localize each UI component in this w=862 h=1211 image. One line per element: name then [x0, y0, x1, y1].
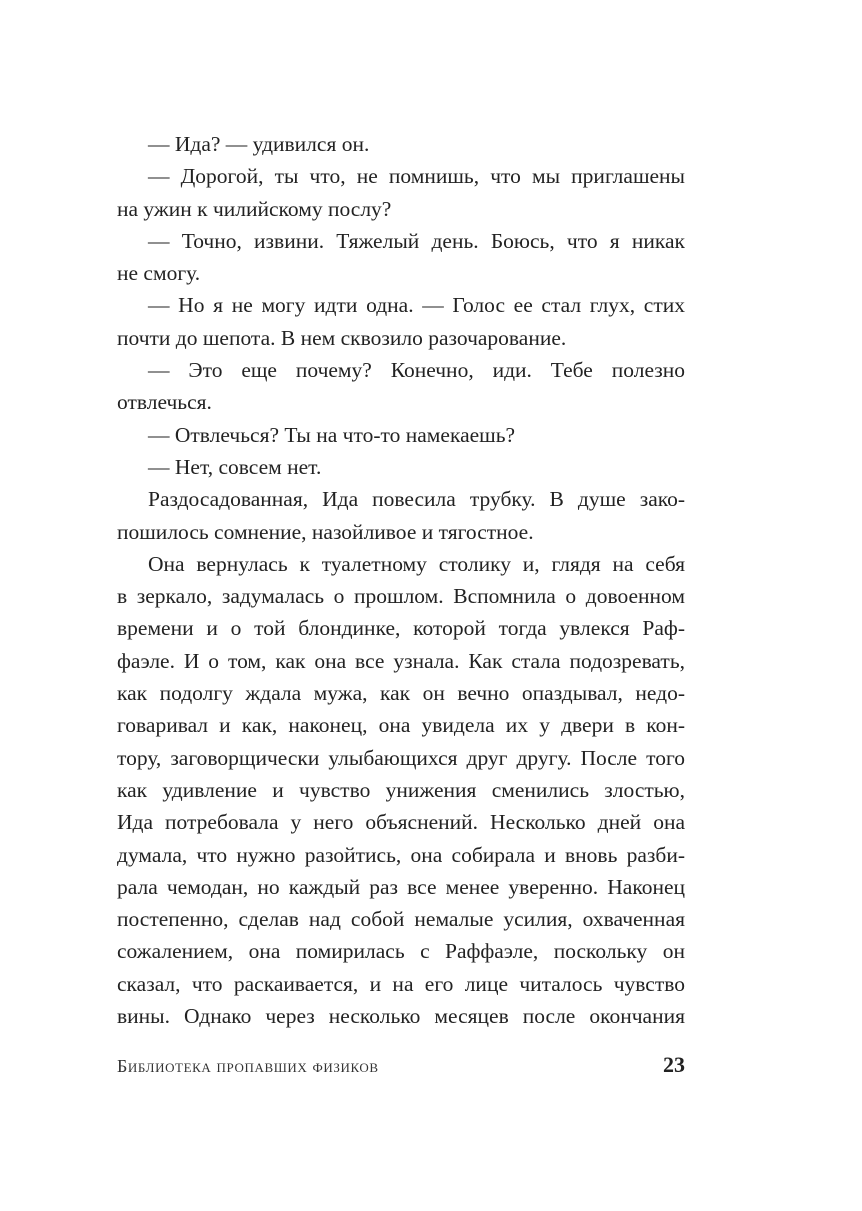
- text-line: почти до шепота. В нем сквозило разочарование.: [117, 325, 567, 350]
- text-line: — Дорогой, ты что, не помнишь, что мы приглашены: [148, 164, 685, 189]
- page-number: 23: [663, 1052, 685, 1077]
- text-line: Ида потребовала у него объяснений. Несколько дней она: [117, 810, 685, 835]
- text-line: пошилось сомнение, назойливое и тягостное.: [117, 519, 534, 544]
- text-line: — Но я не могу идти одна. — Голос ее стал глух, стих: [148, 293, 685, 318]
- text-line: Она вернулась к туалетному столику и, глядя на себя: [148, 551, 685, 576]
- text-line: тору, заговорщически улыбающихся друг другу. После того: [117, 745, 685, 770]
- text-line: Раздосадованная, Ида повесила трубку. В душе зако-: [148, 487, 685, 512]
- text-line: вины. Однако через несколько месяцев после окончания: [117, 1004, 685, 1029]
- text-line: на ужин к чилийскому послу?: [117, 196, 392, 221]
- text-line: отвлечься.: [117, 390, 212, 415]
- text-line: постепенно, сделав над собой немалые усилия, охваченная: [117, 907, 685, 932]
- text-line: — Нет, совсем нет.: [148, 454, 322, 479]
- text-line: сказал, что раскаивается, и на его лице читалось чувство: [117, 971, 685, 996]
- text-line: в зеркало, задумалась о прошлом. Вспомнила о довоенном: [117, 584, 685, 609]
- text-line: — Точно, извини. Тяжелый день. Боюсь, что я никак: [148, 228, 685, 253]
- text-line: фаэле. И о том, как она все узнала. Как стала подозревать,: [117, 648, 685, 673]
- text-line: как удивление и чувство унижения сменились злостью,: [117, 777, 685, 802]
- text-line: не смогу.: [117, 261, 201, 286]
- text-line: — Это еще почему? Конечно, иди. Тебе полезно: [148, 358, 685, 383]
- text-line: — Ида? — удивился он.: [148, 132, 370, 156]
- text-line: говаривал и как, наконец, она увидела их у двери в кон-: [117, 713, 685, 738]
- text-line: — Отвлечься? Ты на что-то намекаешь?: [148, 422, 516, 447]
- body-text: [117, 128, 685, 1032]
- text-line: как подолгу ждала мужа, как он вечно опаздывал, недо-: [117, 681, 685, 706]
- page-footer: [117, 1052, 685, 1084]
- text-line: рала чемодан, но каждый раз все менее уверенно. Наконец: [117, 874, 685, 899]
- text-line: думала, что нужно разойтись, она собирала и вновь разби-: [117, 842, 685, 867]
- text-line: сожалением, она помирилась с Раффаэле, поскольку он: [117, 939, 685, 964]
- running-head: Библиотека пропавших физиков: [117, 1056, 379, 1076]
- text-line: времени и о той блондинке, которой тогда увлекся Раф-: [117, 616, 685, 641]
